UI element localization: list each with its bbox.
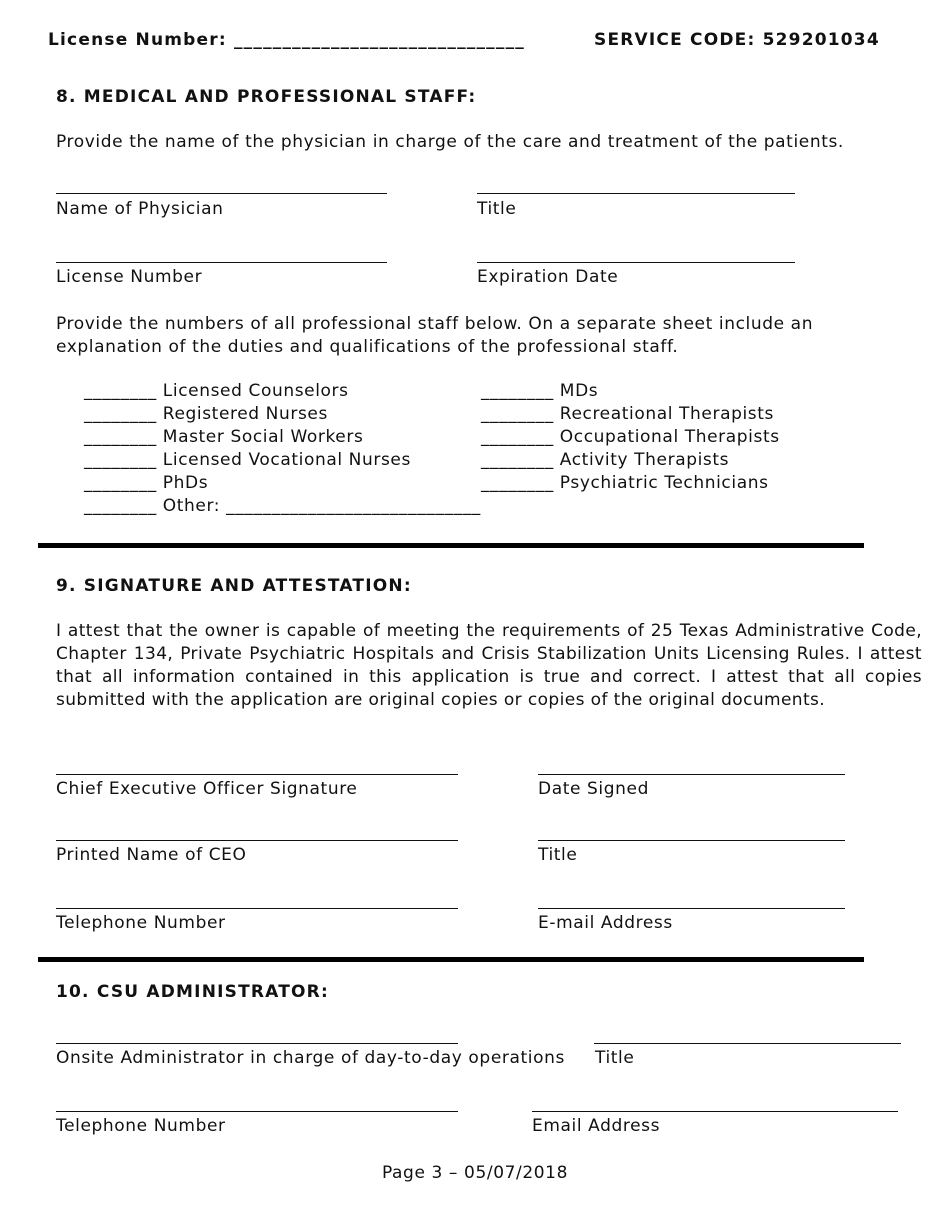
- section-divider: [38, 543, 864, 548]
- ceo-email-line[interactable]: [538, 908, 845, 909]
- ceo-signature-label: Chief Executive Officer Signature: [56, 779, 358, 799]
- staff-intro-text: Provide the numbers of all professional staff below. On a separate sheet include an explanation of the duties and qualifications of the professional staff.: [56, 314, 814, 357]
- ceo-signature-line[interactable]: [56, 774, 458, 775]
- admin-telephone-label: Telephone Number: [56, 1116, 226, 1136]
- staff-list-left: [84, 380, 481, 518]
- license-number-line[interactable]: [56, 262, 387, 263]
- date-signed-line[interactable]: [538, 774, 845, 775]
- staff-item-phds[interactable]: ________ PhDs: [84, 473, 209, 493]
- ceo-title-label: Title: [538, 845, 578, 865]
- admin-email-label: Email Address: [532, 1116, 661, 1136]
- physician-title-label: Title: [477, 199, 517, 219]
- section-10-heading: 10. CSU ADMINISTRATOR:: [56, 982, 329, 1002]
- section-divider: [38, 957, 864, 962]
- service-code: SERVICE CODE: 529201034: [594, 30, 880, 50]
- expiration-date-label: Expiration Date: [477, 267, 619, 287]
- staff-item-mds[interactable]: ________ MDs: [481, 381, 599, 401]
- physician-title-line[interactable]: [477, 193, 795, 194]
- section-8-heading: 8. MEDICAL AND PROFESSIONAL STAFF:: [56, 87, 477, 107]
- staff-item-other[interactable]: ________ Other: ____________________________: [84, 496, 481, 516]
- staff-item-psychiatric-technicians[interactable]: ________ Psychiatric Technicians: [481, 473, 769, 493]
- page-footer: Page 3 – 05/07/2018: [381, 1163, 569, 1183]
- printed-name-line[interactable]: [56, 840, 458, 841]
- onsite-admin-label: Onsite Administrator in charge of day-to-day operations: [56, 1048, 565, 1068]
- ceo-email-label: E-mail Address: [538, 913, 673, 933]
- physician-name-label: Name of Physician: [56, 199, 224, 219]
- attestation-text: I attest that the owner is capable of meeting the requirements of 25 Texas Administrative Code, Chapter 134, Private Psychiatric Hospitals and Crisis Stabilization Units Licensing Rules. I attest that all information contained in this application is true and correct. I attest that all copies submitted with the application are original copies or copies of the original documents.: [56, 621, 922, 710]
- staff-item-licensed-counselors[interactable]: ________ Licensed Counselors: [84, 381, 349, 401]
- admin-telephone-line[interactable]: [56, 1111, 458, 1112]
- printed-name-label: Printed Name of CEO: [56, 845, 247, 865]
- admin-title-line[interactable]: [594, 1043, 901, 1044]
- physician-name-line[interactable]: [56, 193, 387, 194]
- staff-item-registered-nurses[interactable]: ________ Registered Nurses: [84, 404, 328, 424]
- staff-item-activity-therapists[interactable]: ________ Activity Therapists: [481, 450, 730, 470]
- ceo-telephone-line[interactable]: [56, 908, 458, 909]
- admin-title-label: Title: [595, 1048, 635, 1068]
- staff-item-master-social-workers[interactable]: ________ Master Social Workers: [84, 427, 364, 447]
- ceo-telephone-label: Telephone Number: [56, 913, 226, 933]
- expiration-date-line[interactable]: [477, 262, 795, 263]
- staff-item-recreational-therapists[interactable]: ________ Recreational Therapists: [481, 404, 774, 424]
- staff-item-licensed-vocational-nurses[interactable]: ________ Licensed Vocational Nurses: [84, 450, 411, 470]
- admin-email-line[interactable]: [532, 1111, 898, 1112]
- license-number-label: License Number: [56, 267, 203, 287]
- staff-item-occupational-therapists[interactable]: ________ Occupational Therapists: [481, 427, 780, 447]
- date-signed-label: Date Signed: [538, 779, 649, 799]
- staff-list-right: [481, 380, 780, 495]
- section-9-heading: 9. SIGNATURE AND ATTESTATION:: [56, 576, 412, 596]
- physician-intro-text: Provide the name of the physician in charge of the care and treatment of the patients.: [56, 132, 844, 152]
- license-number-field: License Number: ______________________________: [48, 30, 525, 50]
- onsite-admin-line[interactable]: [56, 1043, 458, 1044]
- ceo-title-line[interactable]: [538, 840, 845, 841]
